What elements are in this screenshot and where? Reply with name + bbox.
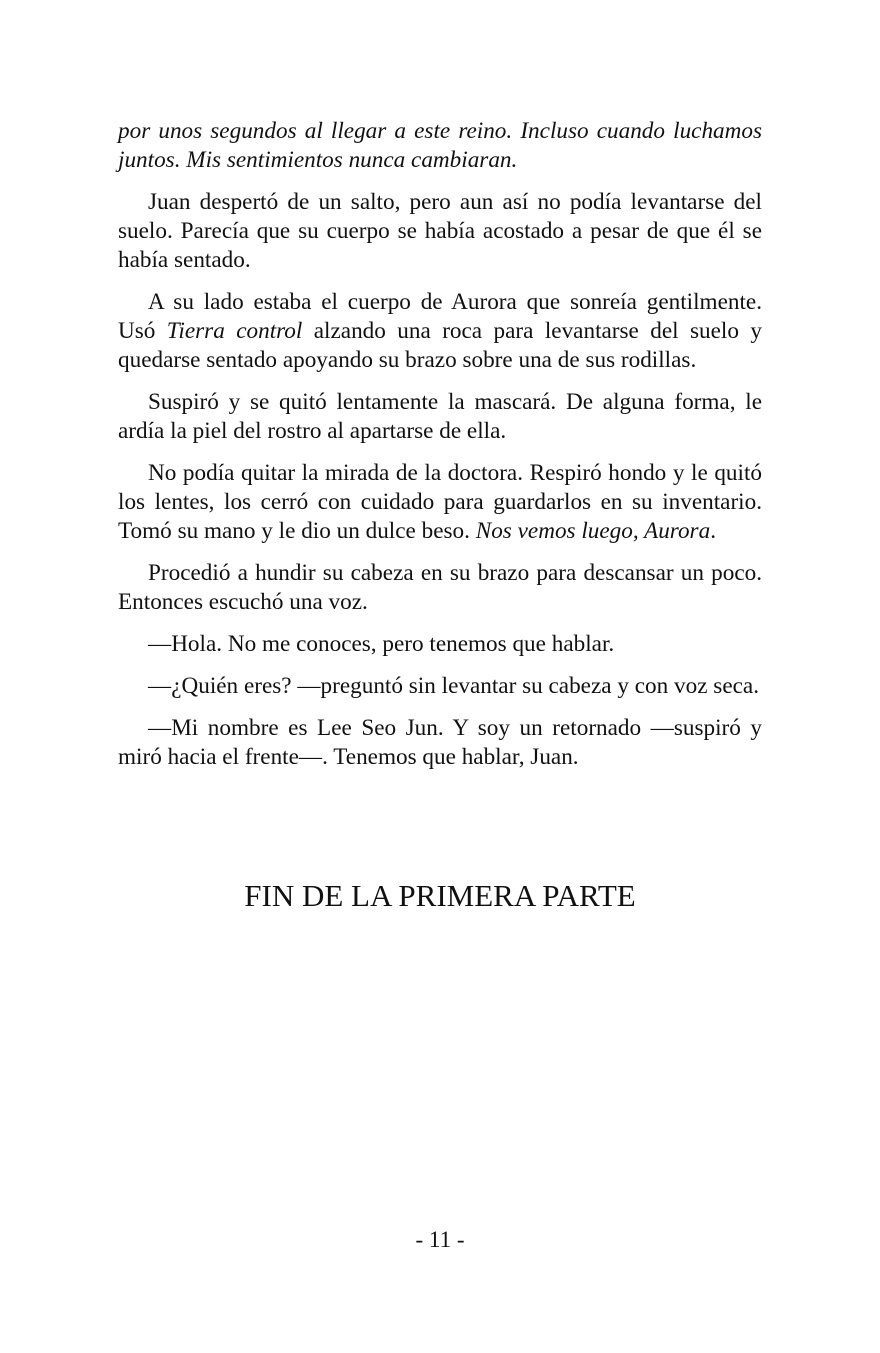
paragraph-3-text-a: A su lado estaba el cuerpo de Aurora que sonreía gentilmente. Usó [118, 289, 762, 344]
paragraph-6 [118, 559, 762, 617]
paragraph-8-text: —¿Quién eres? —preguntó sin levantar su cabeza y con voz seca. [148, 673, 759, 699]
paragraph-9 [118, 714, 762, 772]
page-number: - 11 - [415, 1227, 465, 1252]
paragraph-2 [118, 188, 762, 275]
paragraph-9-text: —Mi nombre es Lee Seo Jun. Y soy un retornado —suspiró y miró hacia el frente—. Tenemos que hablar, Juan. [118, 715, 762, 770]
page-body [118, 117, 762, 785]
paragraph-7-text: —Hola. No me conoces, pero tenemos que hablar. [148, 631, 615, 657]
paragraph-2-text: Juan despertó de un salto, pero aun así no podía levantarse del suelo. Parecía que su cuerpo se había acostado a pesar de que él se había sentado. [118, 189, 762, 273]
paragraph-5 [118, 459, 762, 546]
paragraph-7 [118, 630, 762, 659]
paragraph-5-italic: Nos vemos luego, Aurora [475, 518, 711, 544]
paragraph-1-text: por unos segundos al llegar a este reino. Incluso cuando luchamos juntos. Mis sentimientos nunca cambiaran. [118, 118, 762, 173]
paragraph-6-text: Procedió a hundir su cabeza en su brazo para descansar un poco. Entonces escuchó una voz. [118, 560, 762, 615]
paragraph-8 [118, 672, 762, 701]
paragraph-3 [118, 288, 762, 375]
paragraph-3-italic: Tierra control [166, 318, 303, 344]
paragraph-1 [118, 117, 762, 175]
part-end-heading: FIN DE LA PRIMERA PARTE [244, 878, 636, 913]
paragraph-5-text-a: No podía quitar la mirada de la doctora. Respiró hondo y le quitó los lentes, los cerró con cuidado para guardarlos en su inventario. Tomó su mano y le dio un dulce beso. [118, 460, 762, 544]
paragraph-3-text-b: alzando una roca para levantarse del suelo y quedarse sentado apoyando su brazo sobre una de sus rodillas. [118, 318, 762, 373]
paragraph-5-text-b: . [710, 518, 716, 544]
paragraph-4-text: Suspiró y se quitó lentamente la mascará. De alguna forma, le ardía la piel del rostro al apartarse de ella. [118, 389, 762, 444]
paragraph-4 [118, 388, 762, 446]
